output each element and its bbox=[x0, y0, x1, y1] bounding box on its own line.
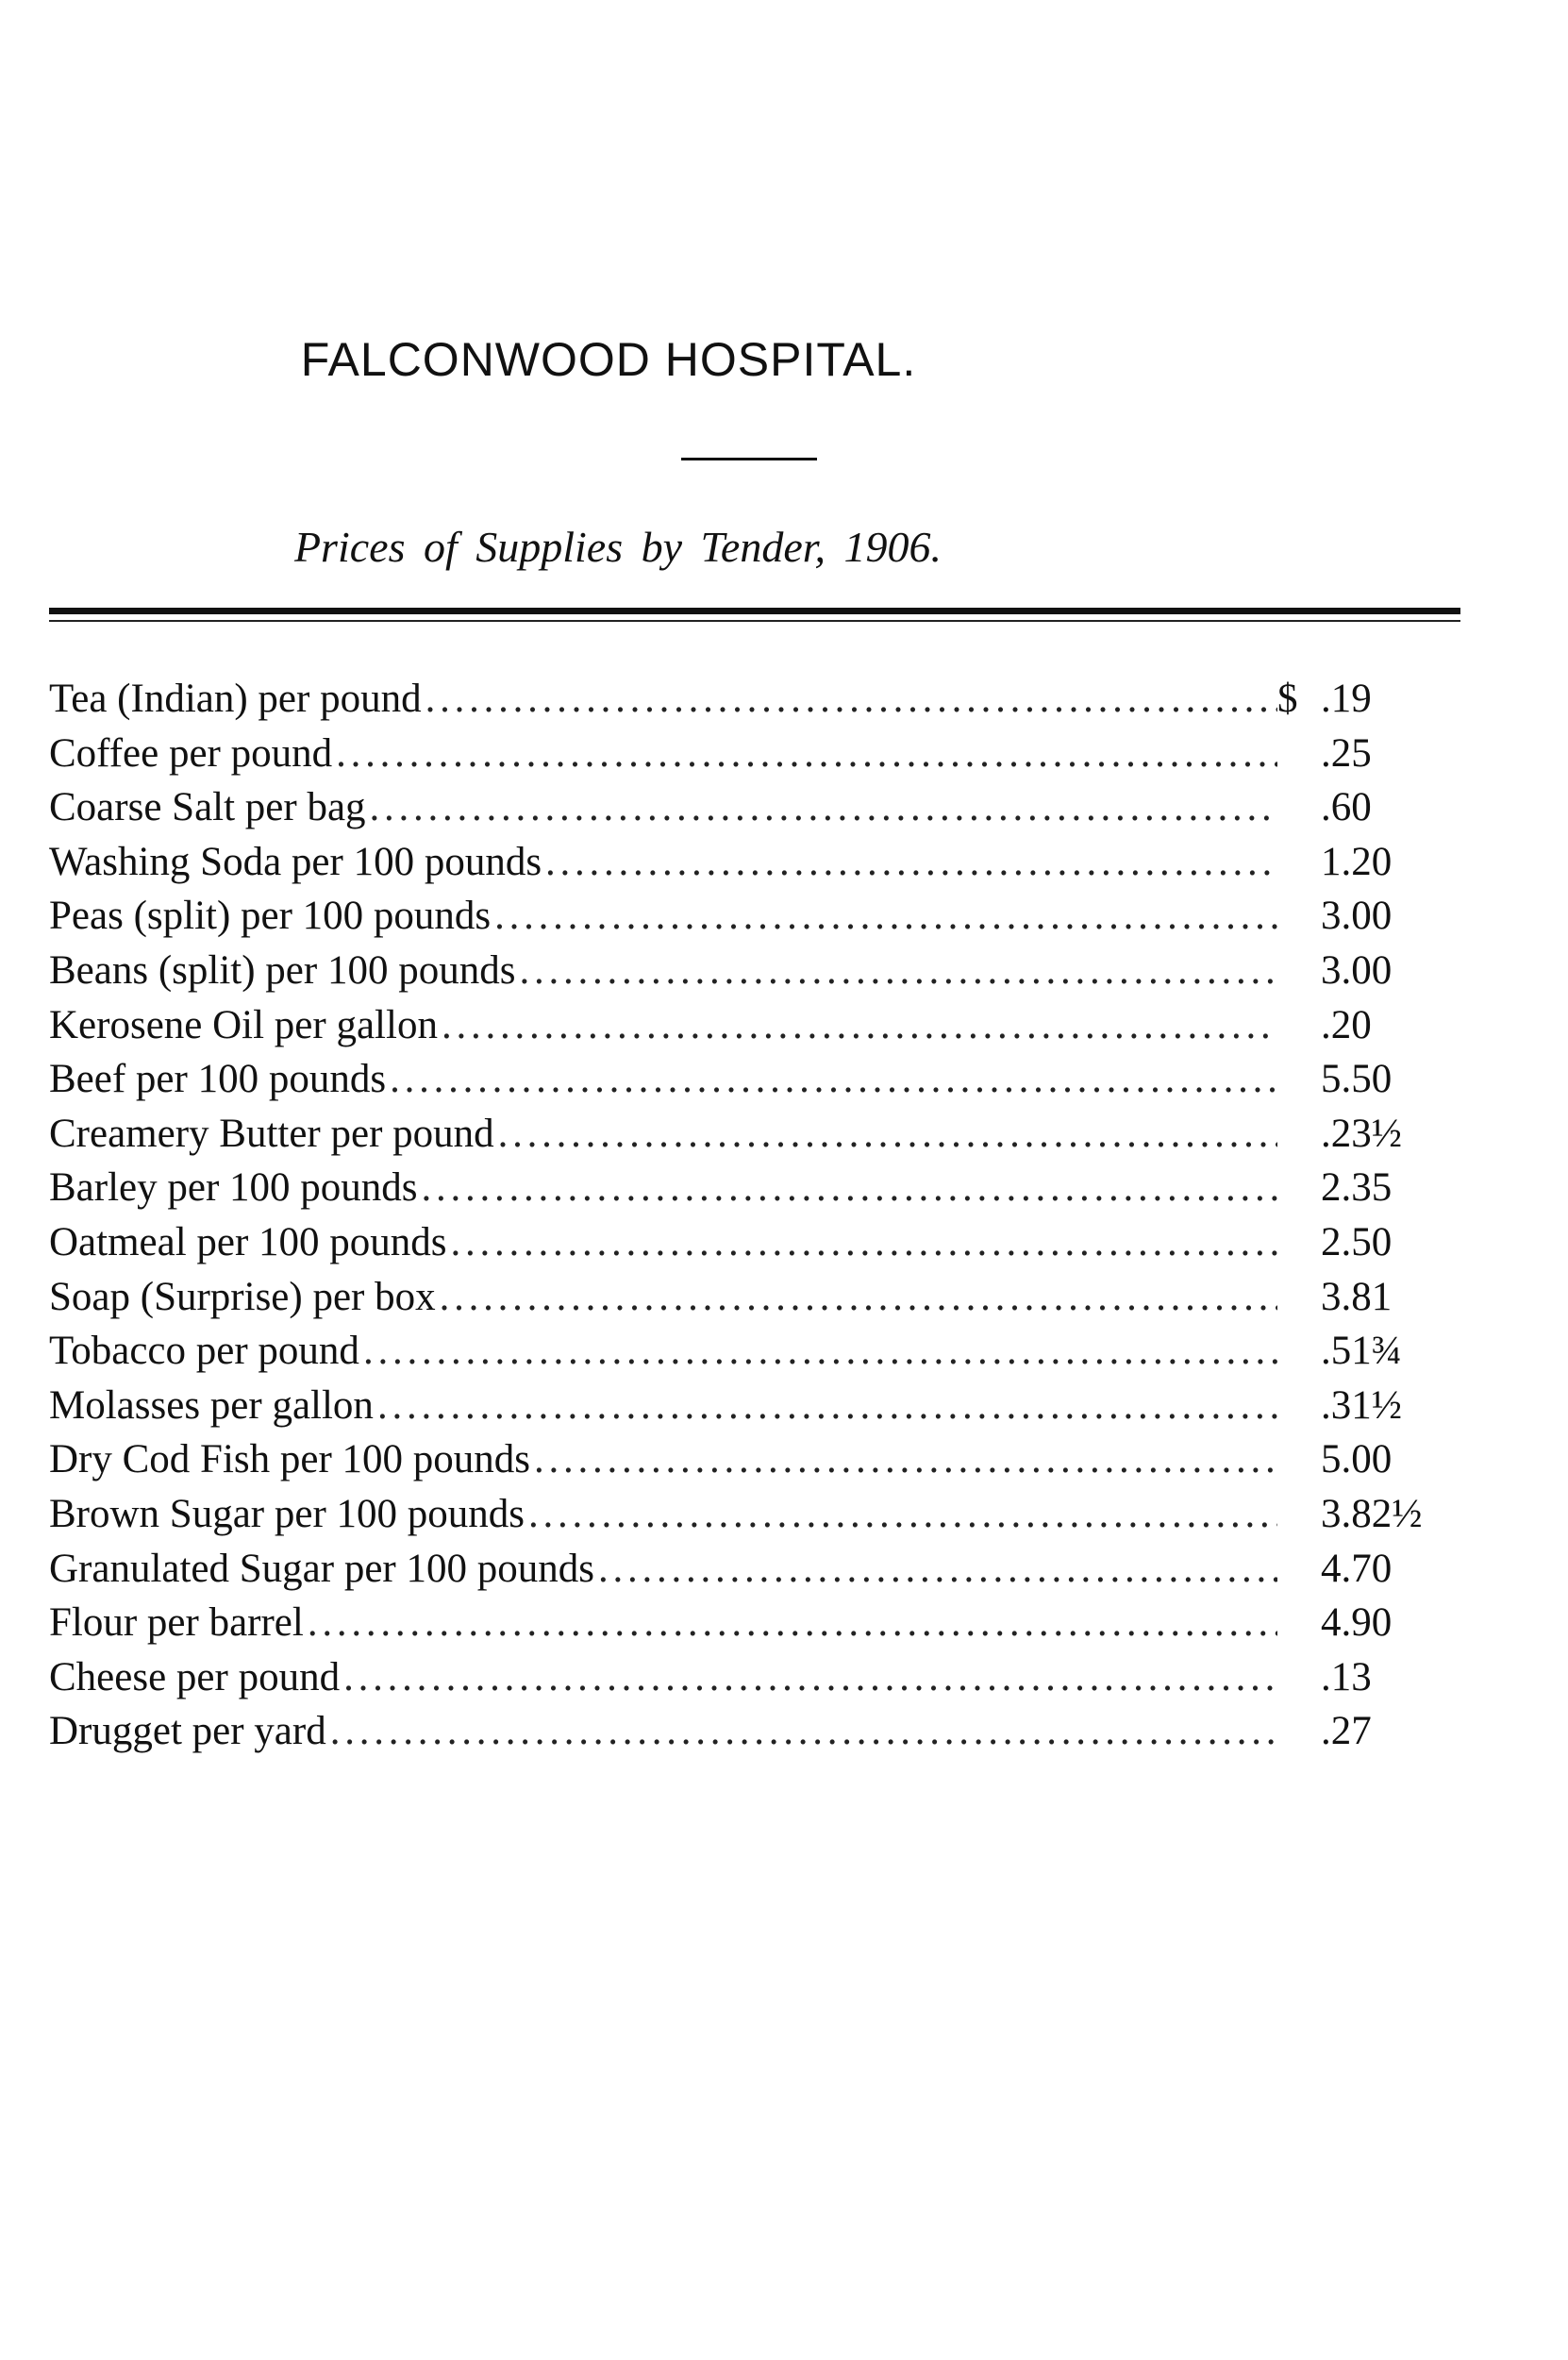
price-row bbox=[49, 1487, 1453, 1542]
item-price: .19 bbox=[1321, 677, 1372, 721]
dot-leader bbox=[534, 1432, 1277, 1487]
item-name: Peas (split) per 100 pounds bbox=[49, 894, 492, 939]
dot-leader bbox=[390, 1052, 1277, 1107]
dot-leader bbox=[336, 727, 1277, 781]
price-row bbox=[49, 727, 1453, 781]
dot-leader bbox=[363, 1324, 1277, 1379]
title-underline-rule bbox=[681, 458, 817, 460]
item-name: Oatmeal per 100 pounds bbox=[49, 1219, 447, 1264]
item-name: Dry Cod Fish per 100 pounds bbox=[49, 1437, 531, 1482]
dot-leader bbox=[545, 835, 1277, 890]
item-name: Barley per 100 pounds bbox=[49, 1165, 418, 1211]
price-row bbox=[49, 889, 1453, 944]
price-row bbox=[49, 1432, 1453, 1487]
price-row bbox=[49, 1270, 1453, 1325]
item-price: 5.50 bbox=[1321, 1057, 1393, 1102]
item-price: .23½ bbox=[1321, 1111, 1402, 1156]
item-price: .31½ bbox=[1321, 1382, 1402, 1428]
price-row bbox=[49, 944, 1453, 998]
item-name: Drugget per yard bbox=[49, 1709, 326, 1754]
item-name: Coffee per pound bbox=[49, 730, 333, 776]
item-price: .51¾ bbox=[1321, 1329, 1402, 1374]
price-row bbox=[49, 998, 1453, 1053]
item-price: 3.00 bbox=[1321, 894, 1393, 939]
dot-leader bbox=[442, 998, 1277, 1053]
item-price: 3.81 bbox=[1321, 1274, 1393, 1319]
page-title: FALCONWOOD HOSPITAL. bbox=[300, 333, 917, 386]
item-price: 4.90 bbox=[1321, 1600, 1393, 1646]
price-row bbox=[49, 1107, 1453, 1162]
item-name: Granulated Sugar per 100 pounds bbox=[49, 1546, 594, 1591]
price-row bbox=[49, 1650, 1453, 1705]
item-price: 4.70 bbox=[1321, 1546, 1393, 1591]
dot-leader bbox=[598, 1542, 1277, 1597]
item-name: Beef per 100 pounds bbox=[49, 1057, 387, 1102]
price-list bbox=[49, 672, 1453, 1759]
item-price: 1.20 bbox=[1321, 839, 1393, 884]
price-row bbox=[49, 1542, 1453, 1597]
dot-leader bbox=[498, 1107, 1277, 1162]
price-row bbox=[49, 780, 1453, 835]
item-name: Coarse Salt per bag bbox=[49, 785, 366, 830]
dot-leader bbox=[330, 1704, 1277, 1759]
item-name: Beans (split) per 100 pounds bbox=[49, 947, 516, 993]
price-row bbox=[49, 835, 1453, 890]
dot-leader bbox=[370, 780, 1277, 835]
dot-leader bbox=[528, 1487, 1277, 1542]
price-row bbox=[49, 1379, 1453, 1433]
item-name: Creamery Butter per pound bbox=[49, 1111, 494, 1156]
dot-leader bbox=[425, 672, 1277, 727]
item-name: Soap (Surprise) per box bbox=[49, 1274, 436, 1319]
dot-leader bbox=[519, 944, 1277, 998]
item-name: Tobacco per pound bbox=[49, 1329, 359, 1374]
item-name: Brown Sugar per 100 pounds bbox=[49, 1491, 525, 1536]
thin-rule bbox=[49, 620, 1460, 622]
item-price: 3.00 bbox=[1321, 947, 1393, 993]
price-row bbox=[49, 1324, 1453, 1379]
dot-leader bbox=[494, 889, 1277, 944]
item-price: 2.50 bbox=[1321, 1219, 1393, 1264]
item-name: Molasses per gallon bbox=[49, 1382, 374, 1428]
item-name: Tea (Indian) per pound bbox=[49, 677, 422, 721]
item-name: Flour per barrel bbox=[49, 1600, 304, 1646]
dot-leader bbox=[308, 1596, 1277, 1650]
page-subtitle: Prices of Supplies by Tender, 1906. bbox=[293, 523, 942, 571]
item-price: 3.82½ bbox=[1321, 1491, 1423, 1536]
price-row bbox=[49, 1161, 1453, 1215]
thick-rule bbox=[49, 608, 1460, 614]
item-price: .27 bbox=[1321, 1709, 1372, 1754]
price-row bbox=[49, 672, 1453, 727]
dot-leader bbox=[422, 1161, 1277, 1215]
item-price: .60 bbox=[1321, 785, 1372, 830]
price-row bbox=[49, 1704, 1453, 1759]
item-price: .25 bbox=[1321, 730, 1372, 776]
dot-leader bbox=[377, 1379, 1277, 1433]
item-price: 2.35 bbox=[1321, 1165, 1393, 1211]
price-row bbox=[49, 1052, 1453, 1107]
header-double-rule bbox=[49, 608, 1460, 622]
item-price: .13 bbox=[1321, 1654, 1372, 1699]
item-name: Washing Soda per 100 pounds bbox=[49, 839, 542, 884]
price-row bbox=[49, 1596, 1453, 1650]
currency-symbol: $ bbox=[1277, 677, 1298, 721]
item-name: Cheese per pound bbox=[49, 1654, 341, 1699]
price-row bbox=[49, 1215, 1453, 1270]
dot-leader bbox=[440, 1270, 1277, 1325]
dot-leader bbox=[451, 1215, 1277, 1270]
item-price: .20 bbox=[1321, 1002, 1372, 1047]
item-price: 5.00 bbox=[1321, 1437, 1393, 1482]
dot-leader bbox=[343, 1650, 1277, 1705]
item-name: Kerosene Oil per gallon bbox=[49, 1002, 438, 1047]
